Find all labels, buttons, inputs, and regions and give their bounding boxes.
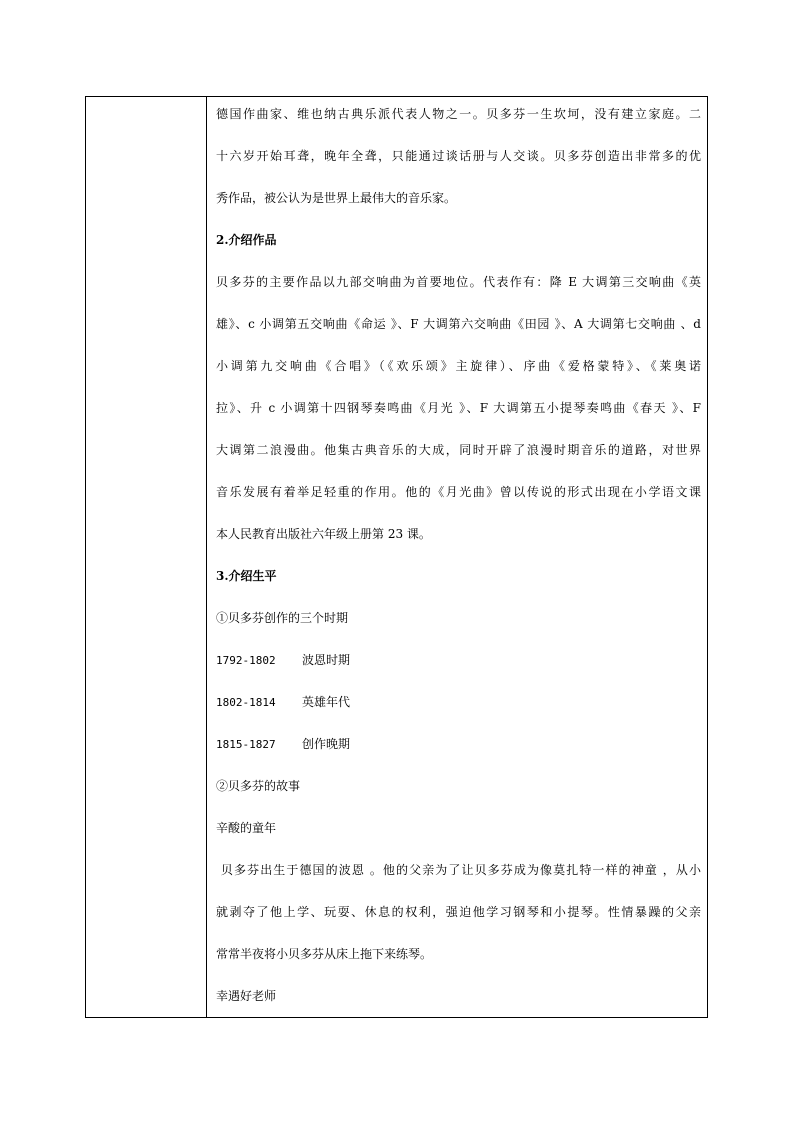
period-years: 1815-1827	[216, 738, 276, 751]
paragraph-line: 小调第九交响曲《合唱》（《欢乐颂》主旋律）、序曲《爱格蒙特》、《莱奥诺	[216, 359, 701, 373]
section-heading: 2.介绍作品	[216, 233, 277, 247]
subheading: ①贝多芬创作的三个时期	[216, 611, 349, 625]
period-row	[216, 736, 701, 753]
paragraph-line: 德国作曲家、维也纳古典乐派代表人物之一。贝多芬一生坎坷，没有建立家庭。二	[216, 107, 701, 121]
table-content-cell	[207, 97, 707, 1017]
paragraph-line: 贝多芬的主要作品以九部交响曲为首要地位。代表作有：降 E 大调第三交响曲《英	[216, 275, 701, 289]
paragraph-line: 雄》、c 小调第五交响曲《命运 》、F 大调第六交响曲《田园 》、A 大调第七交响曲 、d	[216, 317, 701, 331]
period-years: 1802-1814	[216, 696, 276, 709]
period-years: 1792-1802	[216, 654, 276, 667]
paragraph-line: 音乐发展有着举足轻重的作用。他的《月光曲》曾以传说的形式出现在小学语文课	[216, 485, 701, 499]
paragraph-line: 秀作品，被公认为是世界上最伟大的音乐家。	[216, 191, 457, 205]
period-row	[216, 652, 701, 669]
story-title: 幸遇好老师	[216, 989, 277, 1003]
story-title: 辛酸的童年	[216, 821, 277, 835]
document-table	[85, 96, 708, 1018]
paragraph-line: 贝多芬出生于德国的波恩 。他的父亲为了让贝多芬成为像莫扎特一样的神童 ，从小	[216, 863, 701, 877]
paragraph-line: 就剥夺了他上学、玩耍、休息的权利，强迫他学习钢琴和小提琴。性情暴躁的父亲	[216, 905, 701, 919]
period-row	[216, 694, 701, 711]
section-heading: 3.介绍生平	[216, 569, 277, 583]
paragraph-line: 本人民教育出版社六年级上册第 23 课。	[216, 527, 431, 541]
period-name: 波恩时期	[302, 653, 351, 667]
period-name: 创作晚期	[302, 737, 351, 751]
paragraph-line: 大调第二浪漫曲。他集古典音乐的大成，同时开辟了浪漫时期音乐的道路，对世界	[216, 443, 701, 457]
period-name: 英雄年代	[302, 695, 351, 709]
table-left-cell	[86, 97, 207, 1017]
subheading: ②贝多芬的故事	[216, 779, 301, 793]
paragraph-line: 拉》、升 c 小调第十四钢琴奏鸣曲《月光 》、F 大调第五小提琴奏鸣曲《春天 》、F	[216, 401, 701, 415]
paragraph-line: 十六岁开始耳聋，晚年全聋，只能通过谈话册与人交谈。贝多芬创造出非常多的优	[216, 149, 701, 163]
paragraph-line: 常常半夜将小贝多芬从床上拖下来练琴。	[216, 947, 433, 961]
